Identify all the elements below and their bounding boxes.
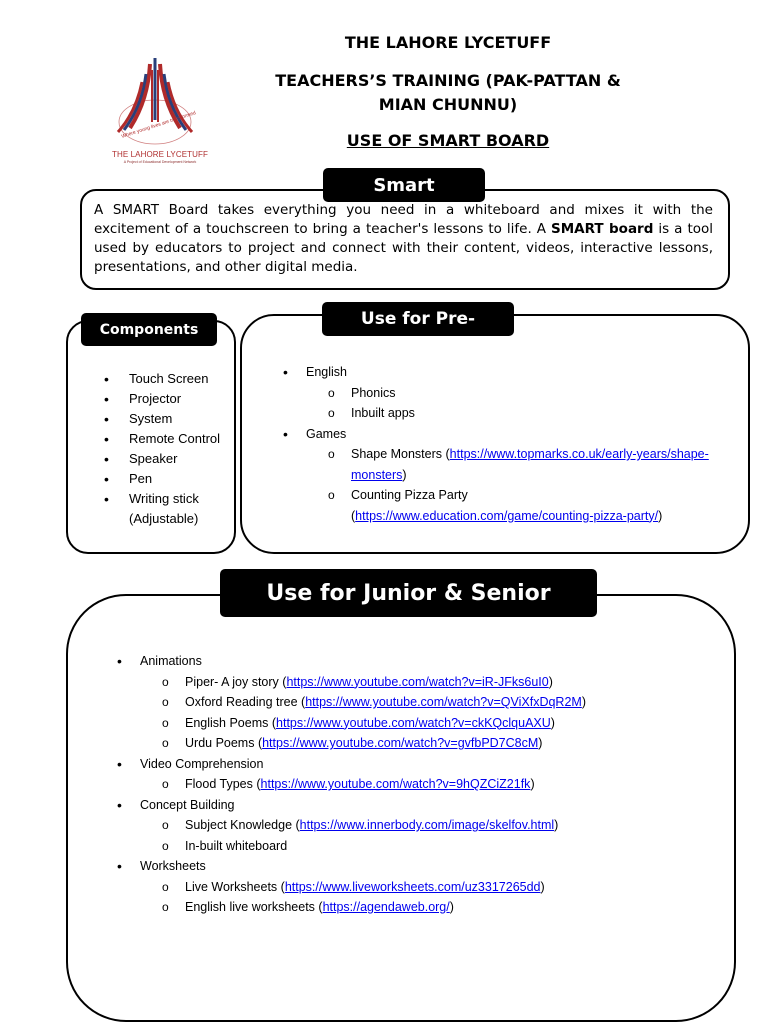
- list-item: • Video Comprehension: [117, 754, 717, 775]
- list-item: o Urdu Poems (https://www.youtube.com/watch?v=gvfbPD7C8cM): [117, 733, 717, 754]
- english-poems-link[interactable]: https://www.youtube.com/watch?v=ckKQclquAXU: [276, 715, 551, 730]
- list-item: o Live Worksheets (https://www.liveworksheets.com/uz3317265dd): [117, 877, 717, 898]
- oxford-link[interactable]: https://www.youtube.com/watch?v=QViXfxDqR2M: [305, 695, 582, 709]
- junior-senior-list: [117, 651, 717, 918]
- list-item: • Remote Control: [104, 429, 224, 449]
- pre-list: [283, 362, 733, 526]
- list-item: o Phonics: [283, 383, 733, 404]
- list-item: o Flood Types (https://www.youtube.com/watch?v=9hQZCiZ21fk): [117, 774, 717, 795]
- logo-emblem-icon: [100, 50, 210, 150]
- list-item: o English live worksheets (https://agendaweb.org/): [117, 897, 717, 918]
- pizza-party-link[interactable]: https://www.education.com/game/counting-pizza-party/: [355, 508, 659, 523]
- list-item: • English: [283, 362, 733, 383]
- subject-knowledge-link[interactable]: https://www.innerbody.com/image/skelfov.html: [299, 818, 555, 832]
- agendaweb-link[interactable]: https://agendaweb.org/: [322, 900, 450, 914]
- shape-monsters-link[interactable]: https://www.topmarks.co.uk/early-years/shape-monsters: [351, 447, 709, 482]
- list-item: o Counting Pizza Party (https://www.education.com/game/counting-pizza-party/): [283, 485, 733, 526]
- list-item: • Worksheets: [117, 856, 717, 877]
- list-item: • Speaker: [104, 449, 224, 469]
- list-item: o Oxford Reading tree (https://www.youtube.com/watch?v=QViXfxDqR2M): [117, 692, 717, 713]
- list-item: • Touch Screen: [104, 369, 224, 389]
- list-item: • System: [104, 409, 224, 429]
- components-list: [104, 369, 224, 542]
- svg-text:Where young lives are transfor: Where young lives are transformed: [120, 110, 197, 140]
- flood-types-link[interactable]: https://www.youtube.com/watch?v=9hQZCiZ21fk: [260, 777, 531, 791]
- pre-tab: Use for Pre-: [322, 302, 514, 336]
- school-title: THE LAHORE LYCETUFF: [344, 33, 552, 52]
- list-item: • Writing stick (Adjustable): [104, 489, 224, 529]
- list-item: o Subject Knowledge (https://www.innerbody.com/image/skelfov.html): [117, 815, 717, 836]
- list-item: o Inbuilt apps: [283, 403, 733, 424]
- junior-senior-tab: Use for Junior & Senior: [220, 569, 597, 617]
- list-item: o Piper- A joy story (https://www.youtube.com/watch?v=iR-JFks6uI0): [117, 672, 717, 693]
- list-item: o English Poems (https://www.youtube.com/watch?v=ckKQclquAXU): [117, 713, 717, 734]
- list-item: • Pen: [104, 469, 224, 489]
- list-item: o In-built whiteboard: [117, 836, 717, 857]
- logo-tagline: A Project of Educational Development Network: [123, 160, 197, 164]
- training-title: TEACHERS’S TRAINING (PAK-PATTAN & MIAN CHUNNU): [275, 71, 621, 114]
- components-tab: Components: [81, 313, 217, 346]
- school-logo: [100, 50, 210, 168]
- smart-tab: Smart: [323, 168, 485, 202]
- list-item: o Shape Monsters (https://www.topmarks.co.uk/early-years/shape-monsters): [283, 444, 733, 485]
- list-item: • Projector: [104, 389, 224, 409]
- list-item: • Animations: [117, 651, 717, 672]
- smart-description: A SMART Board takes everything you need in a whiteboard and mixes it with the excitement of a touchscreen to bring a teacher's lessons to life. A SMART board is a tool used by educators to project and connect with their content, videos, interactive lessons, presentations, and other digital media.: [94, 202, 714, 275]
- page-heading: USE OF SMART BOARD: [346, 131, 550, 150]
- list-item: • Games: [283, 424, 733, 445]
- list-item: • Concept Building: [117, 795, 717, 816]
- piper-link[interactable]: https://www.youtube.com/watch?v=iR-JFks6uI0: [286, 674, 549, 689]
- urdu-poems-link[interactable]: https://www.youtube.com/watch?v=gvfbPD7C8cM: [262, 736, 539, 750]
- logo-name: THE LAHORE LYCETUFF: [112, 150, 208, 159]
- live-worksheets-link[interactable]: https://www.liveworksheets.com/uz3317265dd: [284, 879, 541, 894]
